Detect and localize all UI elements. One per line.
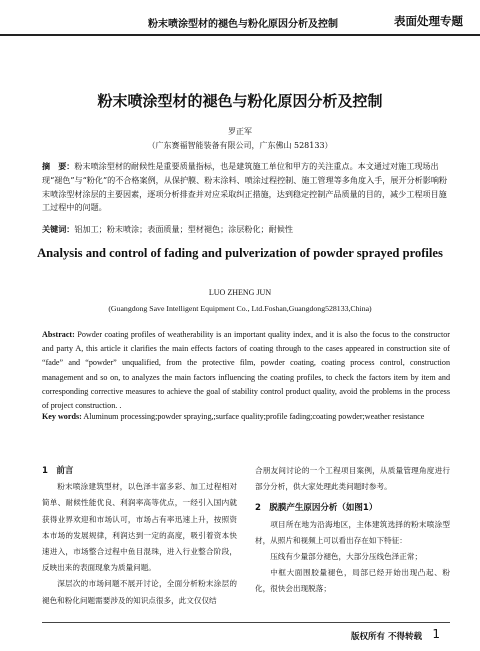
section-1-paragraph: 深层次的市场问题不展开讨论，全面分析粉末涂层的褪色和粉化问题需要涉及的知识点很多，此文仅仅结 xyxy=(42,579,237,605)
keywords-en-text: Aluminum processing;powder spraying,;surface quality;profile fading;coating powder;weather resistance xyxy=(81,412,425,421)
section-2-paragraph: 中框大面围胶量褪色，局部已经开始出现凸起、粉化，很快会出现脱落； xyxy=(255,568,450,594)
section-2-heading: 2 脱膜产生原因分析（如图1） xyxy=(255,503,378,514)
abstract-en xyxy=(42,328,450,413)
keywords-cn-label: 关键词： xyxy=(42,224,75,234)
paper-title-en: Analysis and control of fading and pulverization of powder sprayed profiles xyxy=(37,246,443,260)
footer-divider xyxy=(42,622,450,623)
section-tag: 表面处理专题 xyxy=(394,14,463,28)
section-1-heading: 1 前言 xyxy=(42,466,74,476)
affiliation-en: (Guangdong Save Intelligent Equipment Co., Ltd.Foshan,Guangdong528133,China) xyxy=(108,304,372,313)
keywords-en-label: Key words: xyxy=(42,412,82,421)
paper-title-cn: 粉末喷涂型材的褪色与粉化原因分析及控制 xyxy=(97,92,383,110)
page-header xyxy=(0,0,480,36)
running-title: 粉末喷涂型材的褪色与粉化原因分析及控制 xyxy=(148,19,338,30)
body-column-left xyxy=(42,463,237,609)
abstract-en-text: Powder coating profiles of weatherability is an important quality index, and it is also the focus to the constructor and party A, this article it clarifies the main effects factors of coating through to the cases appeared in construction site of “fade” and “powder” unqualified, from the protective film, powder coating, coating process control, construction management and so on, to analyzes the main factors influencing the coating profiles, to check the factors item by item and corresponding corrective measures to achieve the goal of stability control product quality, avoid the problems in the process of project construction. . xyxy=(42,330,450,411)
keywords-cn xyxy=(42,223,450,236)
keywords-cn-text: 铝加工；粉末喷涂；表面质量；型材褪色；涂层粉化；耐候性 xyxy=(74,224,293,234)
section-1-paragraph-continued: 合朋友间讨论的一个工程项目案例，从质量管理角度进行部分分析，供大家处理此类问题时参考。 xyxy=(255,466,450,492)
page-number: 1 xyxy=(432,627,440,641)
abstract-cn-label: 摘 要： xyxy=(42,161,75,171)
body-column-right xyxy=(255,463,450,598)
footer-rights: 版权所有 不得转载 xyxy=(351,632,422,642)
section-2-paragraph: 项目所在地为沿海地区，主体建筑选择的粉末喷涂型材，从照片和视频上可以看出存在如下特征： xyxy=(255,519,450,545)
abstract-en-label: Abstract: xyxy=(42,330,75,339)
author-cn: 罗正军 xyxy=(228,127,252,136)
keywords-en xyxy=(42,411,450,423)
abstract-cn-text: 粉末喷涂型材的耐候性是重要质量指标，也是建筑施工单位和甲方的关注重点。本文通过对施工现场出现“褪色”与“粉化”的不合格案例，从保护膜、粉末涂料、喷涂过程控制、施工管理等多角度入手，展开分析影响粉末喷涂型材涂层的主要因素，逐项分析排查并对应采取纠正措施，达到稳定控制产品质量的目的，减少工程项目施工过程中的问题。 xyxy=(42,161,448,213)
section-2-paragraph: 压线有少量部分褪色，大部分压线色泽正常； xyxy=(270,552,423,562)
section-1-paragraph: 粉末喷涂建筑型材，以色泽丰富多彩、加工过程相对简单、耐候性能优良、利润率高等优点，一经引入国内就获得业界欢迎和市场认可，市场占有率迅速上升，按照资本市场的发展规律，利润达到一定的高度，吸引着资本快速进入，市场整合过程中鱼目混珠，进入行业整合阶段，反映出来的表面现象为质量问题。 xyxy=(42,482,237,573)
abstract-cn xyxy=(42,160,450,215)
author-en: LUO ZHENG JUN xyxy=(208,288,272,297)
affiliation-cn: （广东赛福智能装备有限公司，广东佛山 528133） xyxy=(147,141,333,150)
